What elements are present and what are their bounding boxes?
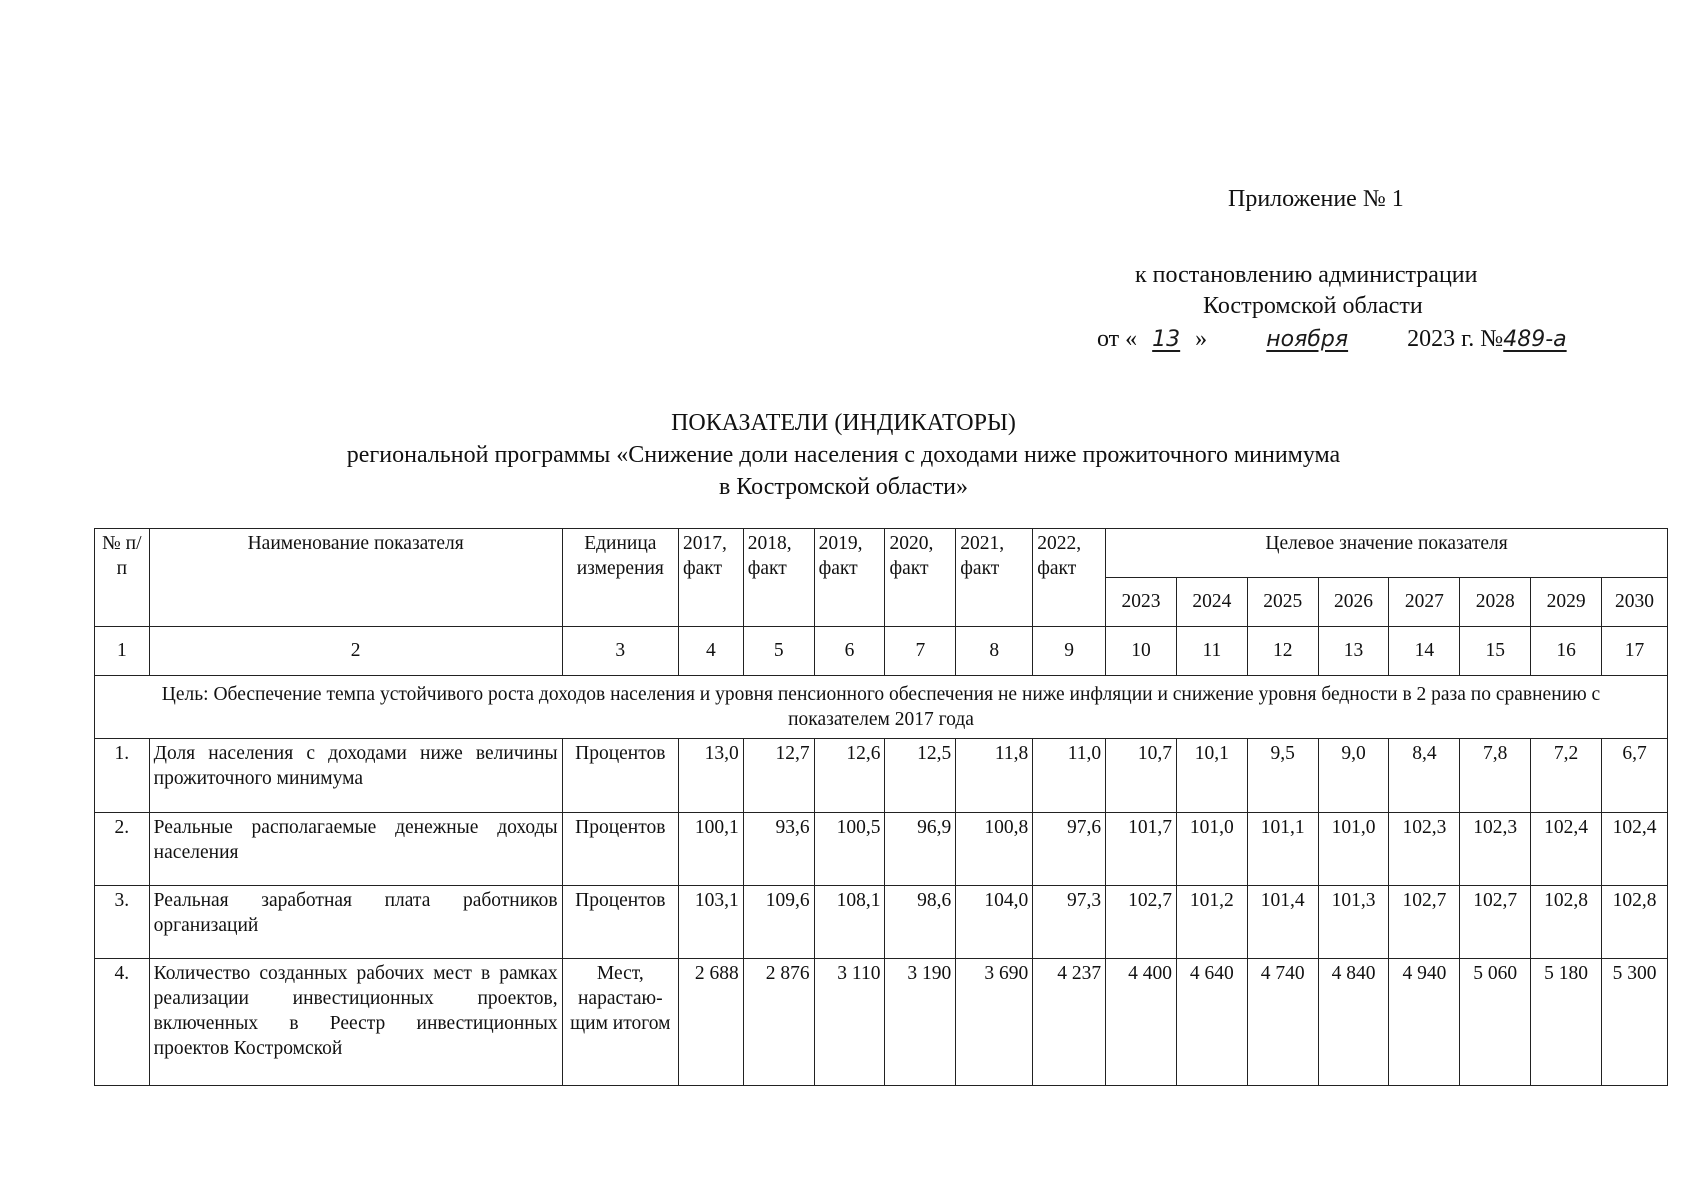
- value-cell: 12,5: [885, 739, 956, 812]
- value-cell: 7,2: [1531, 739, 1602, 812]
- date-mid: »: [1195, 326, 1208, 352]
- header-target-year: 2025: [1247, 577, 1318, 626]
- header-2018: 2018, факт: [743, 529, 814, 627]
- handwritten-month: ноября: [1266, 327, 1349, 352]
- decree-reference: к постановлению администрации: [1135, 262, 1478, 288]
- value-cell: 5 300: [1602, 959, 1668, 1086]
- row-number: 3.: [95, 885, 150, 958]
- value-cell: 100,5: [814, 812, 885, 885]
- value-cell: 109,6: [743, 885, 814, 958]
- column-number: 10: [1106, 626, 1177, 675]
- value-cell: 100,8: [956, 812, 1033, 885]
- value-cell: 9,0: [1318, 739, 1389, 812]
- header-num: № п/п: [95, 529, 150, 627]
- header-2020: 2020, факт: [885, 529, 956, 627]
- value-cell: 108,1: [814, 885, 885, 958]
- value-cell: 7,8: [1460, 739, 1531, 812]
- value-cell: 97,3: [1033, 885, 1106, 958]
- column-number: 17: [1602, 626, 1668, 675]
- value-cell: 11,8: [956, 739, 1033, 812]
- value-cell: 3 190: [885, 959, 956, 1086]
- column-number: 16: [1531, 626, 1602, 675]
- column-number: 9: [1033, 626, 1106, 675]
- column-number: 8: [956, 626, 1033, 675]
- column-number: 13: [1318, 626, 1389, 675]
- header-target-year: 2028: [1460, 577, 1531, 626]
- value-cell: 9,5: [1247, 739, 1318, 812]
- header-2022: 2022, факт: [1033, 529, 1106, 627]
- header-target-year: 2023: [1106, 577, 1177, 626]
- document-title: [0, 407, 1687, 503]
- value-cell: 97,6: [1033, 812, 1106, 885]
- value-cell: 101,0: [1318, 812, 1389, 885]
- goal-row: Цель: Обеспечение темпа устойчивого роста доходов населения и уровня пенсионного обеспечения не ниже инфляции и снижение уровня бедности в 2 раза по сравнению с показателем 2017 года: [95, 675, 1668, 738]
- value-cell: 2 688: [679, 959, 744, 1086]
- region-name: Костромской области: [1203, 293, 1423, 319]
- table-row: [95, 959, 1668, 1086]
- header-target-year: 2027: [1389, 577, 1460, 626]
- header-2017: 2017, факт: [679, 529, 744, 627]
- value-cell: 104,0: [956, 885, 1033, 958]
- indicator-name: Количество созданных рабочих мест в рамках реализации инвестиционных проектов, включенных в Реестр инвестиционных проектов Костромской: [149, 959, 562, 1086]
- value-cell: 102,8: [1602, 885, 1668, 958]
- title-line-2: региональной программы «Снижение доли населения с доходами ниже прожиточного минимума: [346, 442, 1341, 468]
- value-cell: 4 640: [1176, 959, 1247, 1086]
- table-row: [95, 812, 1668, 885]
- value-cell: 102,3: [1389, 812, 1460, 885]
- indicator-name: Реальная заработная плата работников организаций: [149, 885, 562, 958]
- value-cell: 6,7: [1602, 739, 1668, 812]
- column-number: 12: [1247, 626, 1318, 675]
- value-cell: 12,6: [814, 739, 885, 812]
- column-number: 6: [814, 626, 885, 675]
- column-number: 7: [885, 626, 956, 675]
- value-cell: 102,3: [1460, 812, 1531, 885]
- indicator-name: Доля населения с доходами ниже величины прожиточного минимума: [149, 739, 562, 812]
- header-2019: 2019, факт: [814, 529, 885, 627]
- value-cell: 5 060: [1460, 959, 1531, 1086]
- row-number: 1.: [95, 739, 150, 812]
- column-number: 1: [95, 626, 150, 675]
- value-cell: 4 237: [1033, 959, 1106, 1086]
- value-cell: 10,1: [1176, 739, 1247, 812]
- column-number: 5: [743, 626, 814, 675]
- indicator-name: Реальные располагаемые денежные доходы населения: [149, 812, 562, 885]
- value-cell: 101,0: [1176, 812, 1247, 885]
- header-target: Целевое значение показателя: [1106, 529, 1668, 578]
- appendix-label: Приложение № 1: [1228, 186, 1404, 212]
- column-number: 3: [562, 626, 678, 675]
- header-target-year: 2029: [1531, 577, 1602, 626]
- value-cell: 12,7: [743, 739, 814, 812]
- value-cell: 103,1: [679, 885, 744, 958]
- column-number: 4: [679, 626, 744, 675]
- value-cell: 10,7: [1106, 739, 1177, 812]
- indicator-unit: Процентов: [562, 885, 678, 958]
- value-cell: 102,7: [1389, 885, 1460, 958]
- value-cell: 4 400: [1106, 959, 1177, 1086]
- table-row: [95, 885, 1668, 958]
- value-cell: 96,9: [885, 812, 956, 885]
- value-cell: 3 690: [956, 959, 1033, 1086]
- column-number-row: [95, 626, 1668, 675]
- column-number: 11: [1176, 626, 1247, 675]
- handwritten-day: 13: [1152, 327, 1181, 352]
- value-cell: 101,4: [1247, 885, 1318, 958]
- date-year: 2023 г. №: [1407, 326, 1504, 352]
- header-target-year: 2024: [1176, 577, 1247, 626]
- handwritten-doc-number: 489-а: [1503, 327, 1567, 352]
- row-number: 2.: [95, 812, 150, 885]
- value-cell: 98,6: [885, 885, 956, 958]
- value-cell: 102,4: [1531, 812, 1602, 885]
- value-cell: 4 940: [1389, 959, 1460, 1086]
- value-cell: 4 840: [1318, 959, 1389, 1086]
- value-cell: 101,2: [1176, 885, 1247, 958]
- indicator-unit: Мест, нарастаю-щим итогом: [562, 959, 678, 1086]
- value-cell: 100,1: [679, 812, 744, 885]
- value-cell: 101,7: [1106, 812, 1177, 885]
- column-number: 2: [149, 626, 562, 675]
- value-cell: 4 740: [1247, 959, 1318, 1086]
- value-cell: 101,3: [1318, 885, 1389, 958]
- indicators-table: [94, 528, 1668, 1086]
- value-cell: 102,7: [1460, 885, 1531, 958]
- header-2021: 2021, факт: [956, 529, 1033, 627]
- value-cell: 2 876: [743, 959, 814, 1086]
- header-target-year: 2030: [1602, 577, 1668, 626]
- value-cell: 102,8: [1531, 885, 1602, 958]
- value-cell: 8,4: [1389, 739, 1460, 812]
- value-cell: 93,6: [743, 812, 814, 885]
- title-line-1: ПОКАЗАТЕЛИ (ИНДИКАТОРЫ): [671, 410, 1016, 436]
- column-number: 14: [1389, 626, 1460, 675]
- indicator-unit: Процентов: [562, 739, 678, 812]
- decree-date-line: [1097, 326, 1613, 353]
- value-cell: 101,1: [1247, 812, 1318, 885]
- indicator-unit: Процентов: [562, 812, 678, 885]
- date-prefix: от «: [1097, 326, 1138, 352]
- header-unit: Единица измерения: [562, 529, 678, 627]
- value-cell: 11,0: [1033, 739, 1106, 812]
- value-cell: 102,7: [1106, 885, 1177, 958]
- value-cell: 5 180: [1531, 959, 1602, 1086]
- value-cell: 13,0: [679, 739, 744, 812]
- header-name: Наименование показателя: [149, 529, 562, 627]
- table-row: [95, 739, 1668, 812]
- value-cell: 102,4: [1602, 812, 1668, 885]
- column-number: 15: [1460, 626, 1531, 675]
- title-line-3: в Костромской области»: [718, 474, 969, 500]
- row-number: 4.: [95, 959, 150, 1086]
- header-target-year: 2026: [1318, 577, 1389, 626]
- value-cell: 3 110: [814, 959, 885, 1086]
